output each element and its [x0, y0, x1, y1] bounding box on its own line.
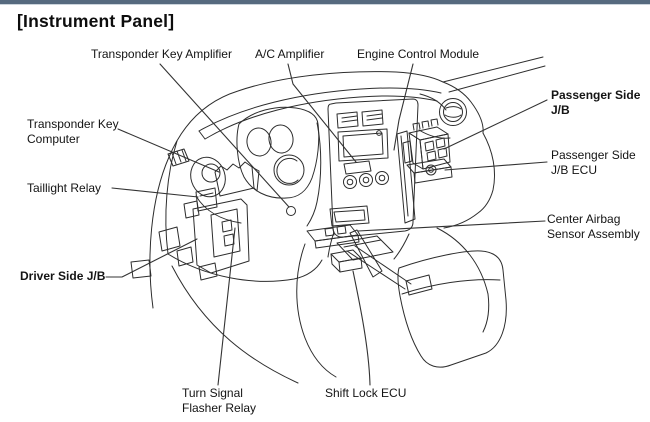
page-title: [Instrument Panel]: [17, 11, 175, 31]
label-ac-amplifier: A/C Amplifier: [255, 47, 325, 61]
label-turn-signal-flasher-relay: Turn Signal Flasher Relay: [182, 386, 257, 415]
label-engine-control-module: Engine Control Module: [357, 47, 480, 61]
leader-turn-signal-flasher: [218, 228, 235, 385]
leader-taillight-relay: [112, 188, 198, 197]
leader-driver-jb: [106, 239, 197, 277]
label-passenger-side-jb-ecu: Passenger Side J/B ECU: [551, 148, 636, 177]
shift-lock-ecu-box: [331, 250, 361, 262]
driver-jb-assembly: [159, 162, 259, 280]
label-passenger-side-jb: Passenger Side J/B: [551, 88, 641, 117]
leader-center-airbag-sensor: [358, 221, 545, 231]
label-shift-lock-ecu: Shift Lock ECU: [325, 386, 407, 400]
dashboard-outline: [131, 57, 545, 383]
ignition-key-cylinder: [287, 207, 296, 216]
leader-transponder-key-computer: [118, 129, 219, 172]
label-driver-side-jb: Driver Side J/B: [20, 269, 106, 283]
round-air-vent: [440, 99, 467, 126]
label-transponder-key-computer: Transponder Key Computer: [27, 117, 119, 146]
shifter-console: [297, 230, 507, 377]
leader-passenger-jb: [444, 100, 547, 149]
engine-control-module-box: [397, 131, 415, 223]
armrest-console: [398, 251, 506, 367]
leader-passenger-jb-ecu: [445, 162, 547, 170]
ac-amplifier-bracket: [344, 161, 371, 174]
label-center-airbag-sensor: Center Airbag Sensor Assembly: [547, 212, 640, 241]
leader-lines: [106, 64, 547, 385]
label-transponder-key-amplifier: Transponder Key Amplifier: [91, 47, 232, 61]
instrument-cluster: [168, 107, 319, 223]
leader-shift-lock-ecu: [353, 271, 370, 385]
passenger-jb-ecu-box: [407, 159, 452, 183]
label-taillight-relay: Taillight Relay: [27, 181, 102, 195]
